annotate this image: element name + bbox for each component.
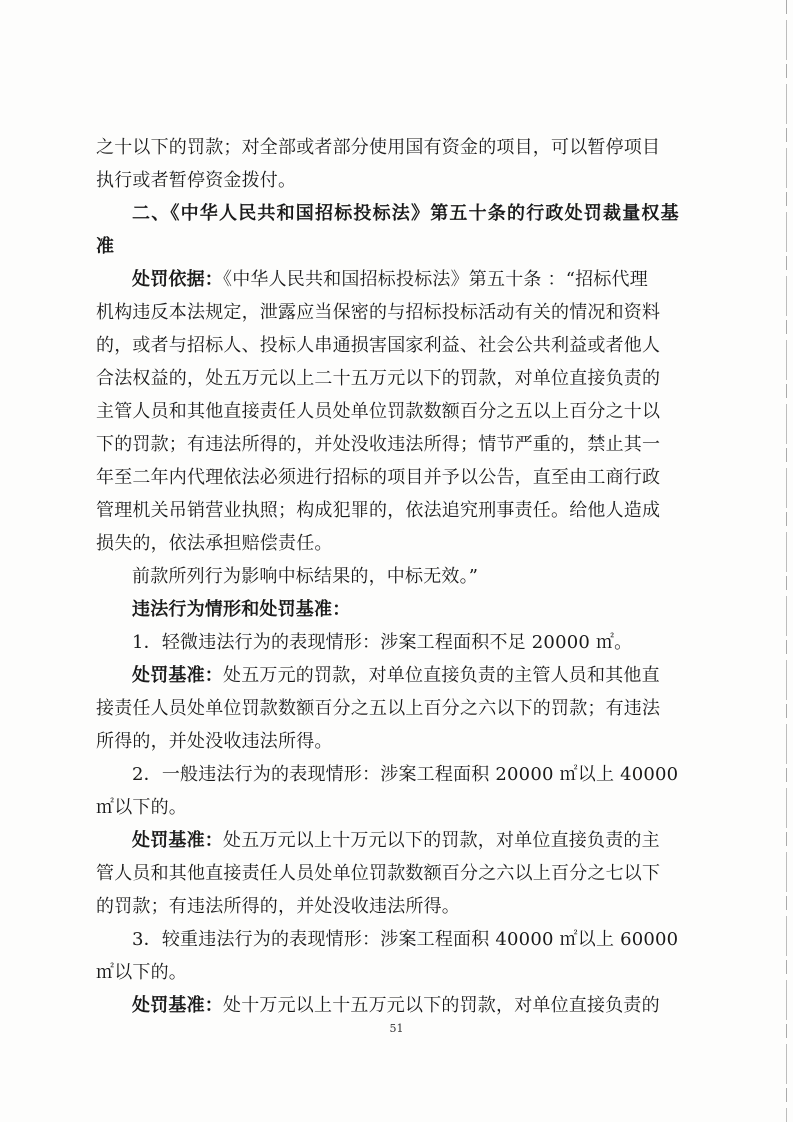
text-line	[96, 989, 674, 1022]
line-text: 合法权益的，处五万元以上二十五万元以下的罚款，对单位直接负责的	[96, 368, 661, 389]
line-text: 管人员和其他直接责任人员处单位罚款数额百分之六以上百分之七以下	[96, 863, 661, 884]
text-line	[96, 791, 674, 824]
bold-label: 二、《中华人民共和国招标投标法》第五十条的行政处罚裁量权基	[132, 203, 680, 224]
text-line	[96, 956, 674, 989]
text-line	[96, 527, 674, 560]
text-line	[96, 461, 674, 494]
text-line	[96, 164, 674, 197]
bold-label: 处罚基准：	[132, 995, 223, 1016]
text-line	[96, 725, 674, 758]
text-line	[96, 263, 674, 296]
document-body	[96, 131, 680, 1022]
line-text: 处五万元的罚款，对单位直接负责的主管人员和其他直	[223, 665, 660, 686]
line-text: 处五万元以上十万元以下的罚款，对单位直接负责的主	[223, 830, 660, 851]
text-line	[96, 824, 674, 857]
line-text: ㎡以下的。	[96, 797, 187, 818]
section-heading-line	[96, 230, 674, 263]
line-text: 《中华人民共和国招标投标法》第五十条 ：“招标代理	[223, 269, 648, 290]
bold-label: 准	[96, 236, 116, 257]
line-text: 之十以下的罚款；对全部或者部分使用国有资金的项目，可以暂停项目	[96, 137, 661, 158]
line-text: 机构违反本法规定，泄露应当保密的与招标投标活动有关的情况和资料	[96, 302, 661, 323]
text-line	[96, 494, 674, 527]
text-line	[96, 857, 674, 890]
bold-label: 处罚依据：	[132, 269, 223, 290]
text-line	[96, 890, 674, 923]
text-line	[96, 296, 674, 329]
text-line	[96, 428, 674, 461]
text-line	[96, 329, 674, 362]
line-text: ㎡以下的。	[96, 962, 187, 983]
text-line	[96, 923, 679, 956]
bold-label: 处罚基准：	[132, 830, 223, 851]
scan-edge-artifact	[786, 0, 787, 1122]
line-text: 损失的，依法承担赔偿责任。	[96, 533, 333, 554]
line-text: 管理机关吊销营业执照；构成犯罪的，依法追究刑事责任。给他人造成	[96, 500, 661, 521]
page-number: 51	[389, 1022, 404, 1035]
line-text: 的，或者与招标人、投标人串通损害国家利益、社会公共利益或者他人	[96, 335, 661, 356]
bold-label: 处罚基准：	[132, 665, 223, 686]
text-line	[96, 560, 674, 593]
bold-label: 违法行为情形和处罚基准：	[132, 599, 351, 620]
line-text: 下的罚款；有违法所得的，并处没收违法所得；情节严重的，禁止其一	[96, 434, 661, 455]
line-text: 前款所列行为影响中标结果的，中标无效。”	[132, 566, 479, 587]
text-line	[96, 395, 674, 428]
line-text: 接责任人员处单位罚款数额百分之五以上百分之六以下的罚款；有违法	[96, 698, 661, 719]
text-line	[96, 593, 674, 626]
line-text: 1．轻微违法行为的表现情形：涉案工程面积不足 20000 ㎡。	[132, 632, 633, 653]
text-line	[96, 626, 674, 659]
section-heading-line	[96, 197, 680, 230]
line-text: 2．一般违法行为的表现情形：涉案工程面积 20000 ㎡以上 40000	[132, 764, 679, 785]
line-text: 主管人员和其他直接责任人员处单位罚款数额百分之五以上百分之十以	[96, 401, 661, 422]
line-text: 的罚款；有违法所得的，并处没收违法所得。	[96, 896, 460, 917]
text-line	[96, 131, 674, 164]
text-line	[96, 692, 674, 725]
line-text: 处十万元以上十五万元以下的罚款，对单位直接负责的	[223, 995, 660, 1016]
line-text: 年至二年内代理依法必须进行招标的项目并予以公告，直至由工商行政	[96, 467, 661, 488]
line-text: 3．较重违法行为的表现情形：涉案工程面积 40000 ㎡以上 60000	[132, 929, 679, 950]
text-line	[96, 758, 679, 791]
line-text: 执行或者暂停资金拨付。	[96, 170, 297, 191]
text-line	[96, 362, 674, 395]
text-line	[96, 659, 674, 692]
line-text: 所得的，并处没收违法所得。	[96, 731, 333, 752]
